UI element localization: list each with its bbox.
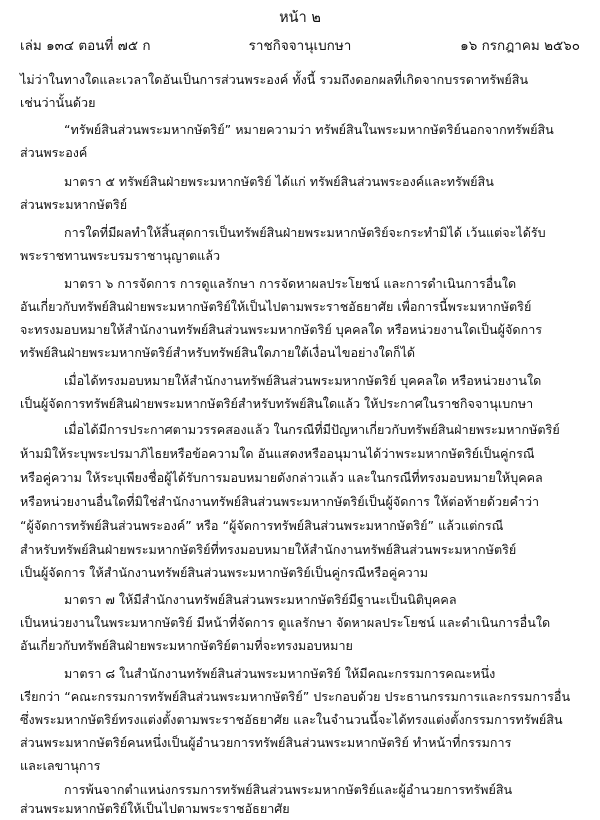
text-line: สำหรับทรัพย์สินฝ่ายพระมหากษัตริย์ที่ทรงมอบหมายให้สำนักงานทรัพย์สินส่วนพระมหากษัตริย์ — [20, 542, 517, 557]
section-7-line: มาตรา ๗ ให้มีสำนักงานทรัพย์สินส่วนพระมหากษัตริย์มีฐานะเป็นนิติบุคคล — [64, 592, 457, 607]
text-line: “ผู้จัดการทรัพย์สินส่วนพระองค์” หรือ “ผู้จัดการทรัพย์สินส่วนพระมหากษัตริย์” แล้วแต่กรณี — [20, 518, 504, 533]
text-line: ห้ามมิให้ระบุพระปรมาภิไธยหรือข้อความใด อันแสดงหรืออนุมานได้ว่าพระมหากษัตริย์เป็นคู่กรณี — [20, 446, 535, 461]
text-line: และเลขานุการ — [20, 758, 101, 773]
publication-date: ๑๖ กรกฎาคม ๒๕๖๐ — [460, 38, 580, 54]
text-line: พระราชทานพระบรมราชานุญาตแล้ว — [20, 248, 221, 263]
volume-issue: เล่ม ๑๓๔ ตอนที่ ๗๕ ก — [20, 38, 151, 54]
text-line: การพ้นจากตำแหน่งกรรมการทรัพย์สินส่วนพระมหากษัตริย์และผู้อำนวยการทรัพย์สิน — [64, 782, 513, 797]
text-line: เป็นผู้จัดการ ให้สำนักงานทรัพย์สินส่วนพระมหากษัตริย์เป็นคู่กรณีหรือคู่ความ — [20, 565, 429, 580]
publication-title: ราชกิจจานุเบกษา — [248, 38, 352, 54]
text-line: การใดที่มีผลทำให้สิ้นสุดการเป็นทรัพย์สินฝ่ายพระมหากษัตริย์จะกระทำมิได้ เว้นแต่จะได้รับ — [64, 225, 546, 240]
text-line: ไม่ว่าในทางใดและเวลาใดอันเป็นการส่วนพระองค์ ทั้งนี้ รวมถึงดอกผลที่เกิดจากบรรดาทรัพย์สิน — [20, 72, 529, 87]
text-line: ทรัพย์สินฝ่ายพระมหากษัตริย์สำหรับทรัพย์สินใดภายใต้เงื่อนไขอย่างใดก็ได้ — [20, 345, 416, 360]
text-line: หรือคู่ความ ให้ระบุเพียงชื่อผู้ได้รับการมอบหมายดังกล่าวแล้ว และในกรณีที่ทรงมอบหมายให้บุคคล — [20, 470, 543, 485]
text-line: จะทรงมอบหมายให้สำนักงานทรัพย์สินส่วนพระมหากษัตริย์ บุคคลใด หรือหน่วยงานใดเป็นผู้จัดการ — [20, 322, 543, 337]
text-line: ส่วนพระมหากษัตริย์คนหนึ่งเป็นผู้อำนวยการทรัพย์สินส่วนพระมหากษัตริย์ ทำหน้าที่กรรมการ — [20, 735, 512, 750]
section-6-line: มาตรา ๖ การจัดการ การดูแลรักษา การจัดหาผลประโยชน์ และการดำเนินการอื่นใด — [64, 276, 517, 291]
text-line: ซึ่งพระมหากษัตริย์ทรงแต่งตั้งตามพระราชอัธยาศัย และในจำนวนนี้จะได้ทรงแต่งตั้งกรรมการทรัพย์สิน — [20, 712, 563, 727]
text-line: “ทรัพย์สินส่วนพระมหากษัตริย์” หมายความว่า ทรัพย์สินในพระมหากษัตริย์นอกจากทรัพย์สิน — [64, 122, 554, 137]
text-line: อันเกี่ยวกับทรัพย์สินฝ่ายพระมหากษัตริย์ตามที่จะทรงมอบหมาย — [20, 638, 353, 653]
text-line: ส่วนพระองค์ — [20, 145, 88, 160]
section-8-line: มาตรา ๘ ในสำนักงานทรัพย์สินส่วนพระมหากษัตริย์ ให้มีคณะกรรมการคณะหนึ่ง — [64, 666, 496, 681]
section-5-line: มาตรา ๕ ทรัพย์สินฝ่ายพระมหากษัตริย์ ได้แก่ ทรัพย์สินส่วนพระองค์และทรัพย์สิน — [64, 174, 494, 189]
text-line: เป็นหน่วยงานในพระมหากษัตริย์ มีหน้าที่จัดการ ดูแลรักษา จัดหาผลประโยชน์ และดำเนินการอื่นใด — [20, 615, 551, 630]
text-line: ส่วนพระมหากษัตริย์ให้เป็นไปตามพระราชอัธยาศัย — [20, 801, 290, 816]
text-line: เช่นว่านั้นด้วย — [20, 95, 96, 110]
text-line: อันเกี่ยวกับทรัพย์สินฝ่ายพระมหากษัตริย์ให้เป็นไปตามพระราชอัธยาศัย เพื่อการนี้พระมหากษัตริย์ — [20, 299, 532, 314]
text-line: ส่วนพระมหากษัตริย์ — [20, 197, 128, 212]
text-line: เมื่อได้มีการประกาศตามวรรคสองแล้ว ในกรณีที่มีปัญหาเกี่ยวกับทรัพย์สินฝ่ายพระมหากษัตริย์ — [64, 422, 560, 437]
text-line: เรียกว่า “คณะกรรมการทรัพย์สินส่วนพระมหากษัตริย์” ประกอบด้วย ประธานกรรมการและกรรมการอื่น — [20, 689, 571, 704]
page-number: หน้า ๒ — [279, 10, 321, 26]
text-line: เป็นผู้จัดการทรัพย์สินฝ่ายพระมหากษัตริย์สำหรับทรัพย์สินใดแล้ว ให้ประกาศในราชกิจจานุเบกษา — [20, 396, 534, 411]
text-line: หรือหน่วยงานอื่นใดที่มิใช่สำนักงานทรัพย์สินส่วนพระมหากษัตริย์เป็นผู้จัดการ ให้ต่อท้ายด้วยคำว่า — [20, 494, 540, 509]
text-line: เมื่อได้ทรงมอบหมายให้สำนักงานทรัพย์สินส่วนพระมหากษัตริย์ บุคคลใด หรือหน่วยงานใด — [64, 373, 542, 388]
